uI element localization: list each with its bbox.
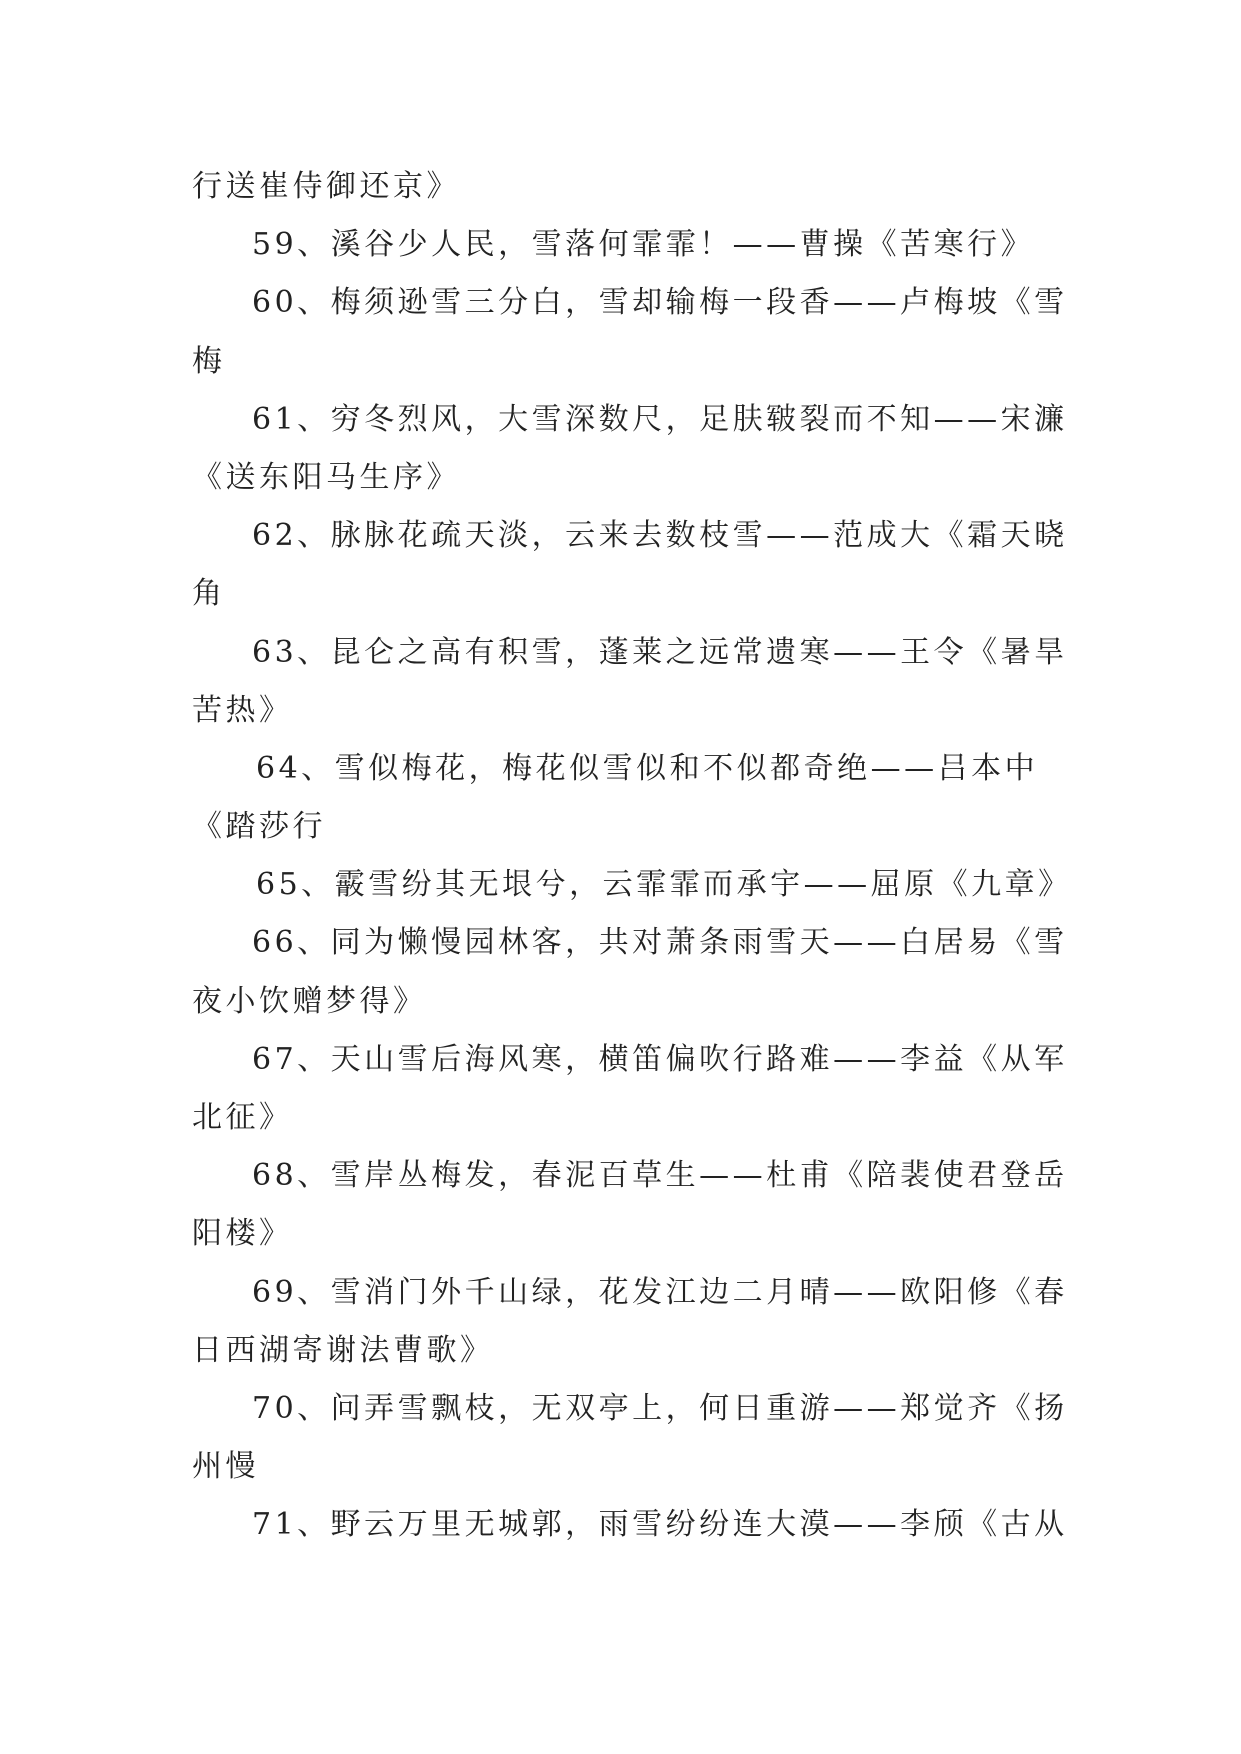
quote-item-71: 71、野云万里无城郭，雨雪纷纷连大漠——李颀《古从 <box>252 1507 1068 1543</box>
text-line: 梅 <box>192 343 226 379</box>
text-line: 行送崔侍御还京》 <box>192 169 460 204</box>
quote-item-69: 69、雪消门外千山绿，花发江边二月晴——欧阳修《春 <box>252 1274 1068 1310</box>
quote-item-59: 59、溪谷少人民，雪落何霏霏！——曹操《苦寒行》 <box>252 227 1035 263</box>
quote-item-65: 65、霰雪纷其无垠兮，云霏霏而承宇——屈原《九章》 <box>256 867 1072 903</box>
quote-item-70: 70、问弄雪飘枝，无双亭上，何日重游——郑觉齐《扬 <box>252 1390 1068 1426</box>
quote-item-62: 62、脉脉花疏天淡，云来去数枝雪——范成大《霜天晓 <box>252 518 1068 554</box>
quote-item-68: 68、雪岸丛梅发，春泥百草生——杜甫《陪裴使君登岳 <box>252 1158 1068 1194</box>
poem-quote-list <box>192 158 1072 1555</box>
text-line: 夜小饮赠梦得》 <box>192 983 427 1019</box>
text-line: 日西湖寄谢法曹歌》 <box>192 1332 494 1368</box>
text-line: 《踏莎行 <box>192 809 326 845</box>
text-line: 阳楼》 <box>192 1216 293 1252</box>
quote-item-61: 61、穷冬烈风，大雪深数尺，足肤皲裂而不知——宋濂 <box>252 401 1068 437</box>
text-line: 州慢 <box>192 1449 259 1485</box>
quote-item-63: 63、昆仑之高有积雪，蓬莱之远常遗寒——王令《暑旱 <box>252 634 1068 670</box>
text-line: 角 <box>192 576 226 612</box>
text-line: 《送东阳马生序》 <box>192 459 460 495</box>
text-line: 北征》 <box>192 1100 293 1135</box>
text-line: 苦热》 <box>192 692 293 728</box>
quote-item-66: 66、同为懒慢园林客，共对萧条雨雪天——白居易《雪 <box>252 925 1068 961</box>
quote-item-67: 67、天山雪后海风寒，横笛偏吹行路难——李益《从军 <box>252 1041 1068 1077</box>
quote-item-64: 64、雪似梅花，梅花似雪似和不似都奇绝——吕本中 <box>256 750 1039 786</box>
quote-item-60: 60、梅须逊雪三分白，雪却输梅一段香——卢梅坡《雪 <box>252 285 1068 321</box>
